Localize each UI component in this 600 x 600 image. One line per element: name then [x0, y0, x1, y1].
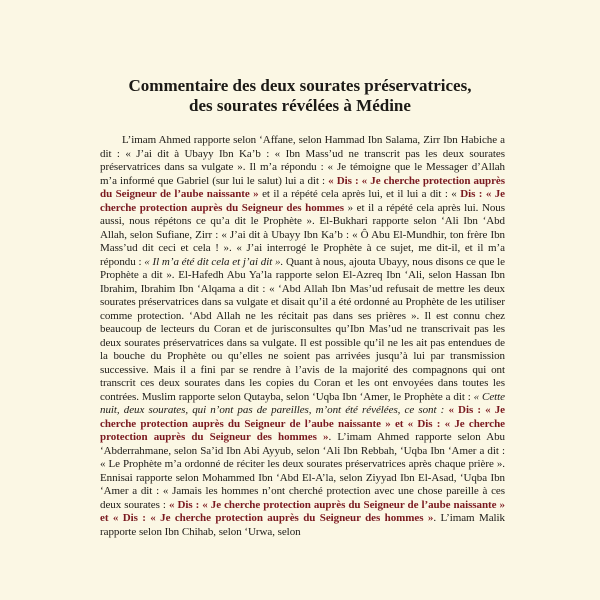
text-run: et il a répété cela après lui, et il lui a dit : « — [258, 188, 457, 200]
quote-highlight: « Dis : « Je cherche protection auprès du Seigneur de l’aube naissante » — [100, 404, 505, 430]
quote-highlight: et « Dis : « Je cherche protection auprès du Seigneur des hommes » — [100, 512, 434, 524]
quote-highlight: « Dis : « Je cherche protection auprès du Seigneur de l’aube naissante » — [100, 174, 505, 200]
text-run: . L’imam Malik rapporte selon Ibn Chihab, selon ‘Urwa, selon — [100, 512, 505, 538]
italic-quote: « Cette nuit, deux sourates, qui n’ont pas de pareilles, m’ont été révélées, ce sont : — [100, 390, 505, 416]
text-run: Quant à nous, ajouta Ubayy, nous disons ce que le Prophète a dit ». El-Hafedh Abu Ya’la rapporte selon El-Azreq Ibn ‘Ali, selon Hassan Ibn Ibrahim, Ibrahim Ibn ‘Alqama a dit : « ‘Abd Allah Ibn Mas’ud refusait de mettre les deux sourates préservatrices dans sa vulgate et disait qu’il a été ordonné au Prophète de les utiliser comme protection. ‘Abd Allah ne les récitait pas dans ses prières ». Il est connu chez beaucoup de lecteurs du Coran et de jurisconsultes qu’Ibn Mas’ud ne transcrivait pas les deux sourates préservatrices dans sa vulgate. Il est possible qu’il ne les ait pas entendues de la bouche du Prophète ou qu’elles ne soient pas arrivées jusqu’à lui par transmission successive. Mais il a fini par se rendre à l’avis de la majorité des compagnons qui ont transcrit ces deux sourates dans les copies du Coran et les ont envoyées dans toutes les contrées. Muslim rapporte selon Qutayba, selon ‘Uqba Ibn ‘Amer, le Prophète a dit : — [100, 255, 506, 403]
italic-quote: « Il m’a été dit cela et j’ai dit ». — [144, 255, 284, 268]
quote-highlight: et « Dis : « Je cherche protection auprès du Seigneur des hommes » — [100, 417, 505, 443]
quote-highlight: « Dis : « Je cherche protection auprès du Seigneur de l’aube naissante » — [165, 498, 505, 511]
text-run: L’imam Ahmed rapporte selon ‘Affane, selon Hammad Ibn Salama, Zirr Ibn Habiche a dit : « J’ai dit à Ubayy Ibn Ka’b : « Ibn Mass’ud ne transcrit pas les deux sourates préservatrices dans sa vulgate ». Il m’a répondu : « Je témoigne que le Messager d’Allah m’a informé que Gabriel (sur lui le salut) lui a dit : — [100, 134, 505, 187]
title-line-1: Commentaire des deux sourates préservatrices, — [128, 76, 472, 95]
text-run: . L’imam Ahmed rapporte selon Abu ‘Abderrahmane, selon Sa’id Ibn Abi Ayyub, selon ‘Ali Ibn Rebbah, ‘Uqba Ibn ‘Amer a dit : « Le Prophète m’a ordonné de réciter les deux sourates préservatrices après chaque prière ». Ennisai rapporte selon Mohammed Ibn ‘Abd El-A’la, selon Ziyyad Ibn El-Asad, ‘Uqba Ibn ‘Amer a dit : « Jamais les hommes n’ont cherché protection avec une chose pareille à ces deux sourates : — [100, 431, 505, 511]
page-title — [40, 76, 560, 116]
quote-highlight: Dis : « Je cherche protection auprès du Seigneur des hommes — [100, 188, 505, 214]
paragraph — [100, 134, 505, 539]
body-text — [100, 134, 505, 539]
title-line-2: des sourates révélées à Médine — [189, 96, 411, 115]
text-run: » et il a répété cela après lui. Nous aussi, nous répétons ce qu’a dit le Prophète ». El-Bukhari rapporte selon ‘Ali Ibn ‘Abd Allah, selon Sufiane, Zirr : « J’ai dit à Ubayy Ibn Ka’b : « Ô Abu El-Mundhir, ton frère Ibn Mass’ud dit ceci et cela ! ». « J’ai interrogé le Prophète à ce sujet, me dit-il, et il m’a répondu : — [100, 201, 505, 268]
